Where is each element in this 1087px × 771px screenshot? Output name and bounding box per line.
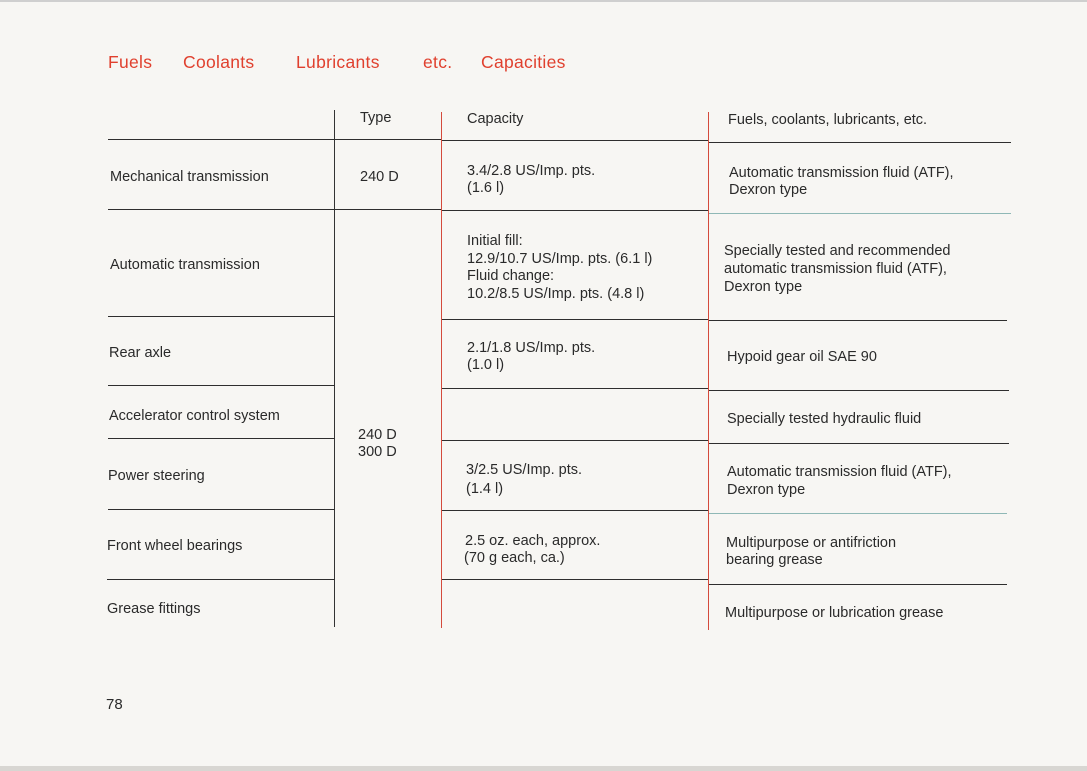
type-value: 240 D	[360, 169, 399, 185]
row-divider	[442, 319, 708, 320]
row-divider	[709, 513, 1007, 514]
fluid-spec: Dexron type	[727, 482, 806, 498]
row-divider	[709, 390, 1009, 391]
row-divider	[335, 139, 441, 140]
title-word-lubricants: Lubricants	[296, 52, 380, 72]
capacity-value: (70 g each, ca.)	[464, 550, 565, 566]
fluid-spec: automatic transmission fluid (ATF),	[724, 261, 947, 277]
capacity-value: (1.6 l)	[467, 180, 505, 196]
title-word-capacities: Capacities	[481, 52, 566, 72]
title-word-fuels: Fuels	[108, 52, 153, 72]
capacity-value: 2.1/1.8 US/Imp. pts.	[467, 340, 596, 356]
column-divider-capacity	[441, 112, 442, 628]
fluid-spec: Multipurpose or lubrication grease	[725, 605, 944, 621]
row-divider	[442, 388, 708, 389]
row-divider	[709, 584, 1007, 585]
component-front-wheel-bearings: Front wheel bearings	[107, 538, 243, 554]
row-divider	[108, 438, 335, 439]
fluid-spec: Specially tested hydraulic fluid	[727, 411, 922, 427]
row-divider	[709, 213, 1011, 214]
row-divider	[107, 579, 335, 580]
column-divider-type	[334, 110, 335, 627]
capacity-value: (1.0 l)	[467, 357, 505, 373]
fluid-spec: Automatic transmission fluid (ATF),	[727, 464, 952, 480]
capacity-value: 3/2.5 US/Imp. pts.	[466, 462, 583, 478]
type-value: 300 D	[358, 444, 397, 460]
header-capacity: Capacity	[467, 111, 524, 127]
capacity-value: Fluid change:	[467, 268, 555, 284]
title-word-coolants: Coolants	[183, 52, 255, 72]
column-divider-fluid	[708, 112, 709, 630]
header-fuels-coolants: Fuels, coolants, lubricants, etc.	[728, 112, 928, 128]
row-divider	[108, 385, 335, 386]
capacity-value: 2.5 oz. each, approx.	[465, 533, 601, 549]
fluid-spec: Specially tested and recommended	[724, 243, 951, 259]
row-divider	[108, 209, 335, 210]
title-word-etc: etc.	[423, 52, 453, 72]
fluid-spec: Hypoid gear oil SAE 90	[727, 349, 877, 365]
fluid-spec: Automatic transmission fluid (ATF),	[729, 165, 954, 181]
row-divider	[709, 320, 1007, 321]
row-divider	[335, 209, 441, 210]
fluid-spec: Multipurpose or antifriction	[726, 535, 897, 551]
row-divider	[108, 509, 335, 510]
component-grease-fittings: Grease fittings	[107, 601, 201, 617]
capacity-value: 10.2/8.5 US/Imp. pts. (4.8 l)	[467, 286, 645, 302]
header-type: Type	[360, 110, 392, 126]
page-bottom-edge	[0, 766, 1087, 771]
row-divider	[709, 443, 1009, 444]
capacity-value: 3.4/2.8 US/Imp. pts.	[467, 163, 596, 179]
row-divider	[108, 316, 335, 317]
component-rear-axle: Rear axle	[109, 345, 172, 361]
component-power-steering: Power steering	[108, 468, 205, 484]
component-mechanical-transmission: Mechanical transmission	[110, 169, 269, 185]
component-accelerator-control-system: Accelerator control system	[109, 408, 280, 424]
row-divider	[442, 440, 708, 441]
fluid-spec: bearing grease	[726, 552, 823, 568]
type-value: 240 D	[358, 427, 397, 443]
row-divider	[442, 140, 708, 141]
component-automatic-transmission: Automatic transmission	[110, 257, 260, 273]
capacity-value: (1.4 l)	[466, 481, 504, 497]
row-divider	[442, 210, 708, 211]
page-top-edge	[0, 0, 1087, 2]
row-divider	[108, 139, 335, 140]
capacity-value: 12.9/10.7 US/Imp. pts. (6.1 l)	[467, 251, 653, 267]
row-divider	[442, 579, 708, 580]
page-number: 78	[106, 696, 123, 713]
row-divider	[442, 510, 708, 511]
fluid-spec: Dexron type	[724, 279, 803, 295]
capacity-value: Initial fill:	[467, 233, 523, 249]
row-divider	[709, 142, 1011, 143]
fluid-spec: Dexron type	[729, 182, 808, 198]
